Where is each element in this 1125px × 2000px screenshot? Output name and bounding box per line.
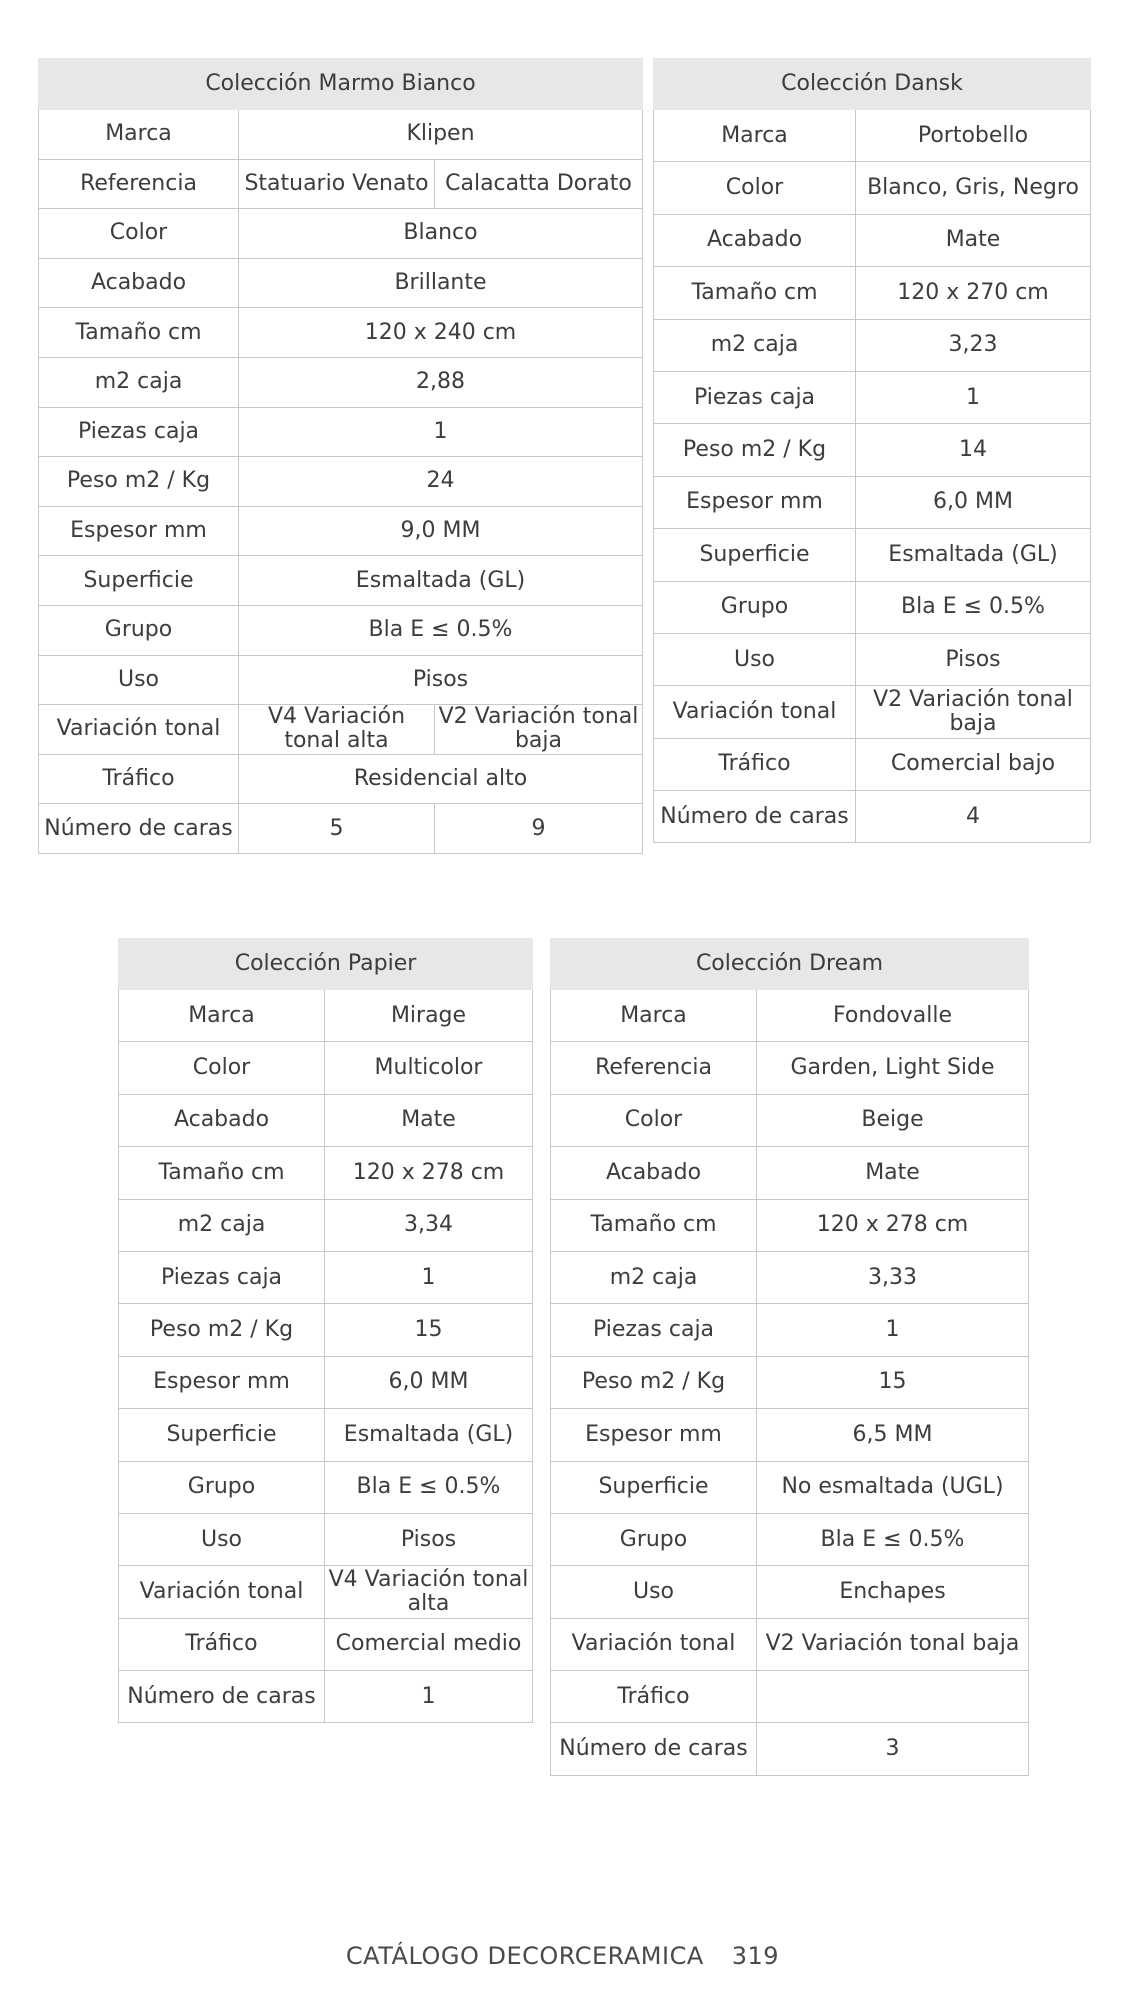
row-value: 3 [757, 1723, 1029, 1775]
row-label: Tamaño cm [119, 1147, 325, 1199]
row-value: 1 [325, 1251, 533, 1303]
row-label: Color [119, 1042, 325, 1094]
row-label: Tráfico [551, 1671, 757, 1723]
row-label: Variación tonal [551, 1618, 757, 1670]
table-row [39, 209, 643, 259]
row-value: Blanco, Gris, Negro [856, 162, 1091, 214]
row-value: Mate [325, 1094, 533, 1146]
table-row [119, 1042, 533, 1094]
row-label: Uso [654, 633, 856, 685]
row-value: Bla E ≤ 0.5% [757, 1513, 1029, 1565]
row-label: Marca [119, 990, 325, 1042]
catalog-name: CATÁLOGO DECORCERAMICA [345, 1942, 704, 1970]
row-label: m2 caja [119, 1199, 325, 1251]
row-value: Multicolor [325, 1042, 533, 1094]
table-row [119, 1147, 533, 1199]
table-row [551, 1723, 1029, 1775]
row-label: Tamaño cm [39, 308, 239, 358]
table-row [551, 1671, 1029, 1723]
row-value [757, 1671, 1029, 1723]
table-row [551, 1618, 1029, 1670]
table-row [551, 1409, 1029, 1461]
table-row [119, 1566, 533, 1618]
table-row [39, 804, 643, 854]
row-value: Mate [856, 214, 1091, 266]
row-label: Piezas caja [39, 407, 239, 457]
row-value: Bla E ≤ 0.5% [325, 1461, 533, 1513]
row-value: Brillante [239, 258, 643, 308]
row-label: Número de caras [39, 804, 239, 854]
row-value: 6,5 MM [757, 1409, 1029, 1461]
row-label: Número de caras [551, 1723, 757, 1775]
spec-table-papier [118, 938, 533, 1723]
row-label: Espesor mm [654, 476, 856, 528]
row-value: Esmaltada (GL) [856, 529, 1091, 581]
row-label: Peso m2 / Kg [119, 1304, 325, 1356]
row-label: Espesor mm [119, 1356, 325, 1408]
row-label: Número de caras [654, 791, 856, 843]
table-row [39, 110, 643, 160]
table-row [119, 1304, 533, 1356]
row-label: Grupo [551, 1513, 757, 1565]
table-row [654, 319, 1091, 371]
row-value: V2 Variación tonal baja [757, 1618, 1029, 1670]
table-row [119, 990, 533, 1042]
row-label: Referencia [39, 159, 239, 209]
row-label: Acabado [119, 1094, 325, 1146]
row-value: V2 Variación tonal baja [435, 705, 643, 755]
table-row [119, 1618, 533, 1670]
row-value: Portobello [856, 110, 1091, 162]
row-value: Klipen [239, 110, 643, 160]
row-label: Superficie [119, 1409, 325, 1461]
row-value: 120 x 278 cm [325, 1147, 533, 1199]
row-label: Uso [39, 655, 239, 705]
row-value: 1 [239, 407, 643, 457]
table-row [119, 1461, 533, 1513]
table-row [654, 791, 1091, 843]
table-row [654, 476, 1091, 528]
row-value: Comercial bajo [856, 738, 1091, 790]
row-label: Marca [551, 990, 757, 1042]
page-number: 319 [731, 1942, 780, 1970]
row-value: V2 Variación tonal baja [856, 686, 1091, 738]
row-label: Tráfico [119, 1618, 325, 1670]
row-label: Superficie [551, 1461, 757, 1513]
table-title: Colección Dansk [654, 59, 1091, 110]
row-value: 4 [856, 791, 1091, 843]
table-row [39, 357, 643, 407]
table-row [119, 1671, 533, 1723]
row-label: Tráfico [654, 738, 856, 790]
row-label: Variación tonal [119, 1566, 325, 1618]
row-label: Peso m2 / Kg [654, 424, 856, 476]
row-value: 120 x 278 cm [757, 1199, 1029, 1251]
page-footer [0, 1942, 1125, 1970]
row-value: 2,88 [239, 357, 643, 407]
table-row [39, 506, 643, 556]
row-value: 1 [325, 1671, 533, 1723]
table-row [654, 214, 1091, 266]
row-value: 24 [239, 457, 643, 507]
row-value: Residencial alto [239, 754, 643, 804]
row-label: Tráfico [39, 754, 239, 804]
spec-table-dansk [653, 58, 1091, 843]
row-value: 15 [325, 1304, 533, 1356]
row-value: 9,0 MM [239, 506, 643, 556]
table-row [39, 407, 643, 457]
row-label: Color [551, 1094, 757, 1146]
row-value: Pisos [856, 633, 1091, 685]
row-value: Statuario Venato [239, 159, 435, 209]
table-row [551, 1094, 1029, 1146]
row-label: Grupo [39, 605, 239, 655]
row-value: 120 x 240 cm [239, 308, 643, 358]
spec-table-marmo-bianco [38, 58, 643, 854]
table-row [654, 424, 1091, 476]
row-value: 1 [757, 1304, 1029, 1356]
table-row [39, 655, 643, 705]
row-value: Esmaltada (GL) [325, 1409, 533, 1461]
table-row [119, 1513, 533, 1565]
row-label: Tamaño cm [551, 1199, 757, 1251]
table-row [654, 371, 1091, 423]
spec-table-dream [550, 938, 1029, 1776]
row-label: Tamaño cm [654, 267, 856, 319]
table-row [119, 1094, 533, 1146]
table-row [39, 754, 643, 804]
row-label: Espesor mm [551, 1409, 757, 1461]
row-label: Uso [119, 1513, 325, 1565]
table-row [39, 457, 643, 507]
row-value: Fondovalle [757, 990, 1029, 1042]
table-row [119, 1199, 533, 1251]
row-value: V4 Variación tonal alta [239, 705, 435, 755]
table-row [39, 258, 643, 308]
row-label: Superficie [654, 529, 856, 581]
row-value: Pisos [325, 1513, 533, 1565]
table-row [654, 686, 1091, 738]
row-value: No esmaltada (UGL) [757, 1461, 1029, 1513]
row-value: 6,0 MM [325, 1356, 533, 1408]
row-label: Grupo [654, 581, 856, 633]
row-label: Marca [39, 110, 239, 160]
row-value: Enchapes [757, 1566, 1029, 1618]
row-label: Uso [551, 1566, 757, 1618]
row-value: Esmaltada (GL) [239, 556, 643, 606]
row-label: Espesor mm [39, 506, 239, 556]
row-value: 9 [435, 804, 643, 854]
row-label: Acabado [551, 1147, 757, 1199]
row-value: Calacatta Dorato [435, 159, 643, 209]
row-label: Piezas caja [119, 1251, 325, 1303]
row-label: Acabado [39, 258, 239, 308]
table-row [654, 162, 1091, 214]
row-value: 120 x 270 cm [856, 267, 1091, 319]
table-row [39, 705, 643, 755]
table-row [551, 1461, 1029, 1513]
row-label: Piezas caja [551, 1304, 757, 1356]
table-row [39, 605, 643, 655]
table-row [551, 990, 1029, 1042]
table-row [119, 1356, 533, 1408]
table-row [551, 1356, 1029, 1408]
table-row [551, 1513, 1029, 1565]
row-value: 6,0 MM [856, 476, 1091, 528]
row-value: Beige [757, 1094, 1029, 1146]
table-row [39, 556, 643, 606]
row-value: 3,23 [856, 319, 1091, 371]
row-label: Variación tonal [39, 705, 239, 755]
row-label: Marca [654, 110, 856, 162]
table-row [39, 159, 643, 209]
row-value: Mate [757, 1147, 1029, 1199]
row-value: Blanco [239, 209, 643, 259]
row-value: V4 Variación tonal alta [325, 1566, 533, 1618]
table-row [654, 529, 1091, 581]
row-label: Grupo [119, 1461, 325, 1513]
row-label: Número de caras [119, 1671, 325, 1723]
row-value: Garden, Light Side [757, 1042, 1029, 1094]
table-row [119, 1251, 533, 1303]
table-title: Colección Dream [551, 939, 1029, 990]
row-label: Color [39, 209, 239, 259]
row-label: Variación tonal [654, 686, 856, 738]
table-row [551, 1147, 1029, 1199]
table-row [551, 1251, 1029, 1303]
row-value: 3,33 [757, 1251, 1029, 1303]
row-label: Color [654, 162, 856, 214]
table-row [654, 738, 1091, 790]
row-value: 14 [856, 424, 1091, 476]
row-value: 3,34 [325, 1199, 533, 1251]
row-label: Peso m2 / Kg [39, 457, 239, 507]
table-row [654, 581, 1091, 633]
table-row [551, 1042, 1029, 1094]
row-value: Bla E ≤ 0.5% [239, 605, 643, 655]
row-value: Bla E ≤ 0.5% [856, 581, 1091, 633]
row-label: Acabado [654, 214, 856, 266]
row-value: 1 [856, 371, 1091, 423]
row-label: Peso m2 / Kg [551, 1356, 757, 1408]
row-label: Superficie [39, 556, 239, 606]
row-value: Mirage [325, 990, 533, 1042]
row-label: m2 caja [551, 1251, 757, 1303]
table-title: Colección Papier [119, 939, 533, 990]
table-row [654, 633, 1091, 685]
table-row [654, 110, 1091, 162]
table-row [654, 267, 1091, 319]
row-label: Referencia [551, 1042, 757, 1094]
table-row [119, 1409, 533, 1461]
table-row [39, 308, 643, 358]
row-label: m2 caja [39, 357, 239, 407]
row-value: 15 [757, 1356, 1029, 1408]
table-title: Colección Marmo Bianco [39, 59, 643, 110]
table-row [551, 1566, 1029, 1618]
table-row [551, 1304, 1029, 1356]
row-value: Pisos [239, 655, 643, 705]
row-value: Comercial medio [325, 1618, 533, 1670]
row-label: m2 caja [654, 319, 856, 371]
row-value: 5 [239, 804, 435, 854]
table-row [551, 1199, 1029, 1251]
row-label: Piezas caja [654, 371, 856, 423]
